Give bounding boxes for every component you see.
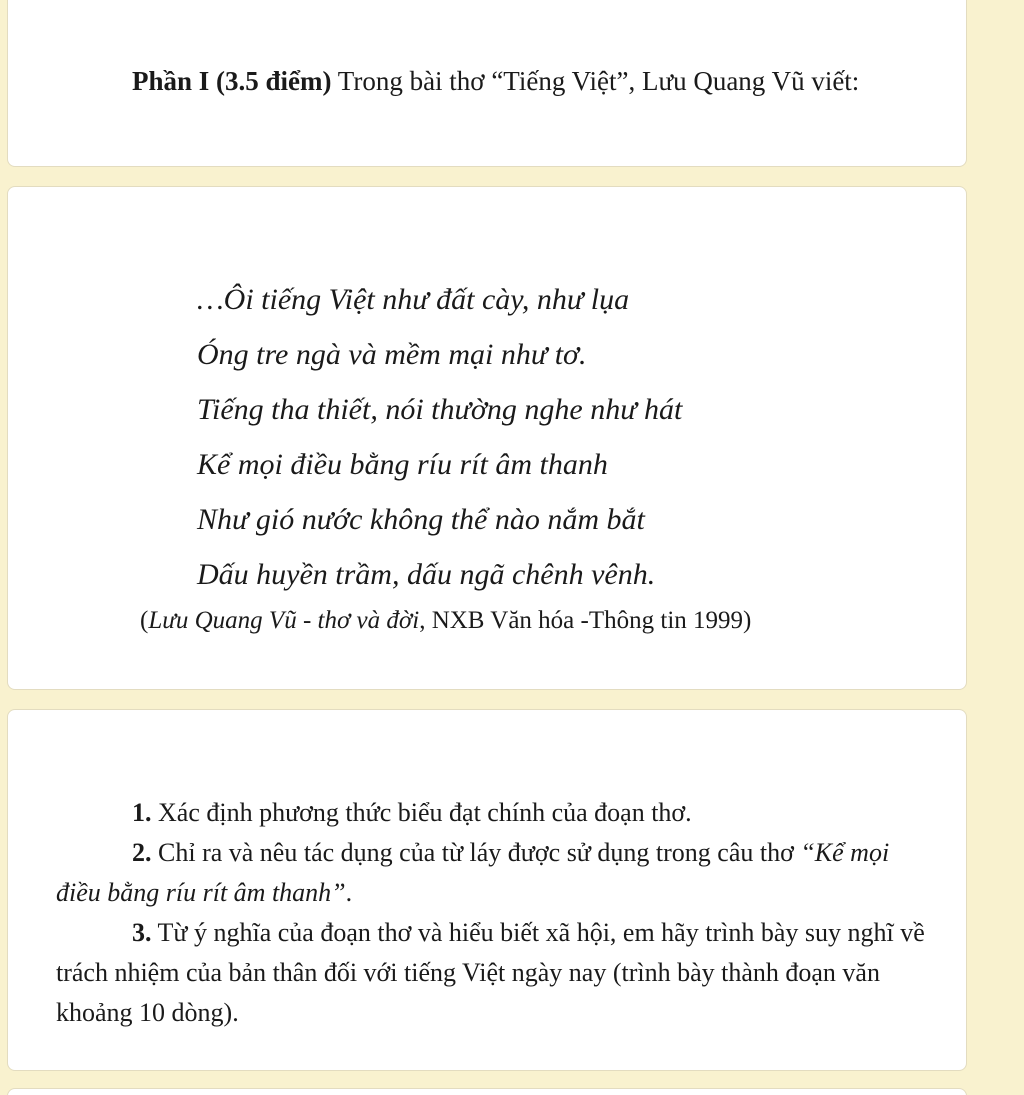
question-end: . [345, 878, 353, 907]
question-text: Từ ý nghĩa của đoạn thơ và hiểu biết xã hội, em hãy trình bày suy nghĩ về trách nhiệm của bản thân đối với tiếng Việt ngày nay (trình bày thành đoạn văn khoảng 10 dòng). [56, 918, 925, 1027]
part-heading [50, 62, 930, 100]
question-number: 1. [132, 798, 152, 827]
next-card [7, 1088, 967, 1095]
poem-excerpt [197, 277, 682, 607]
source-author-work: Lưu Quang Vũ - thơ và đời [148, 607, 420, 634]
poem-line: Kể mọi điều bằng ríu rít âm thanh [197, 448, 608, 481]
question-2 [56, 833, 926, 913]
question-number: 3. [132, 918, 152, 947]
poem-line: Như gió nước không thể nào nắm bắt [197, 503, 645, 536]
poem-source [140, 604, 751, 638]
part-intro-text: Trong bài thơ “Tiếng Việt”, Lưu Quang Vũ viết: [331, 66, 860, 96]
question-3 [56, 913, 926, 1033]
source-open: ( [140, 607, 149, 634]
source-publisher: , NXB Văn hóa -Thông tin 1999) [419, 607, 752, 634]
poem-line: Dấu huyền trầm, dấu ngã chênh vênh. [197, 558, 656, 591]
question-list [56, 793, 926, 1033]
part-label: Phần I (3.5 điểm) [132, 66, 332, 96]
question-text: Xác định phương thức biểu đạt chính của đoạn thơ. [151, 798, 692, 827]
poem-line: …Ôi tiếng Việt như đất cày, như lụa [197, 283, 630, 316]
poem-line: Tiếng tha thiết, nói thường nghe như hát [197, 393, 683, 426]
question-quote: “Kể mọi điều bằng ríu rít âm thanh” [56, 838, 890, 907]
poem-line: Óng tre ngà và mềm mại như tơ. [197, 338, 587, 371]
question-1 [56, 793, 926, 833]
question-text: Chỉ ra và nêu tác dụng của từ láy được sử dụng trong câu thơ [151, 838, 801, 867]
question-number: 2. [132, 838, 152, 867]
